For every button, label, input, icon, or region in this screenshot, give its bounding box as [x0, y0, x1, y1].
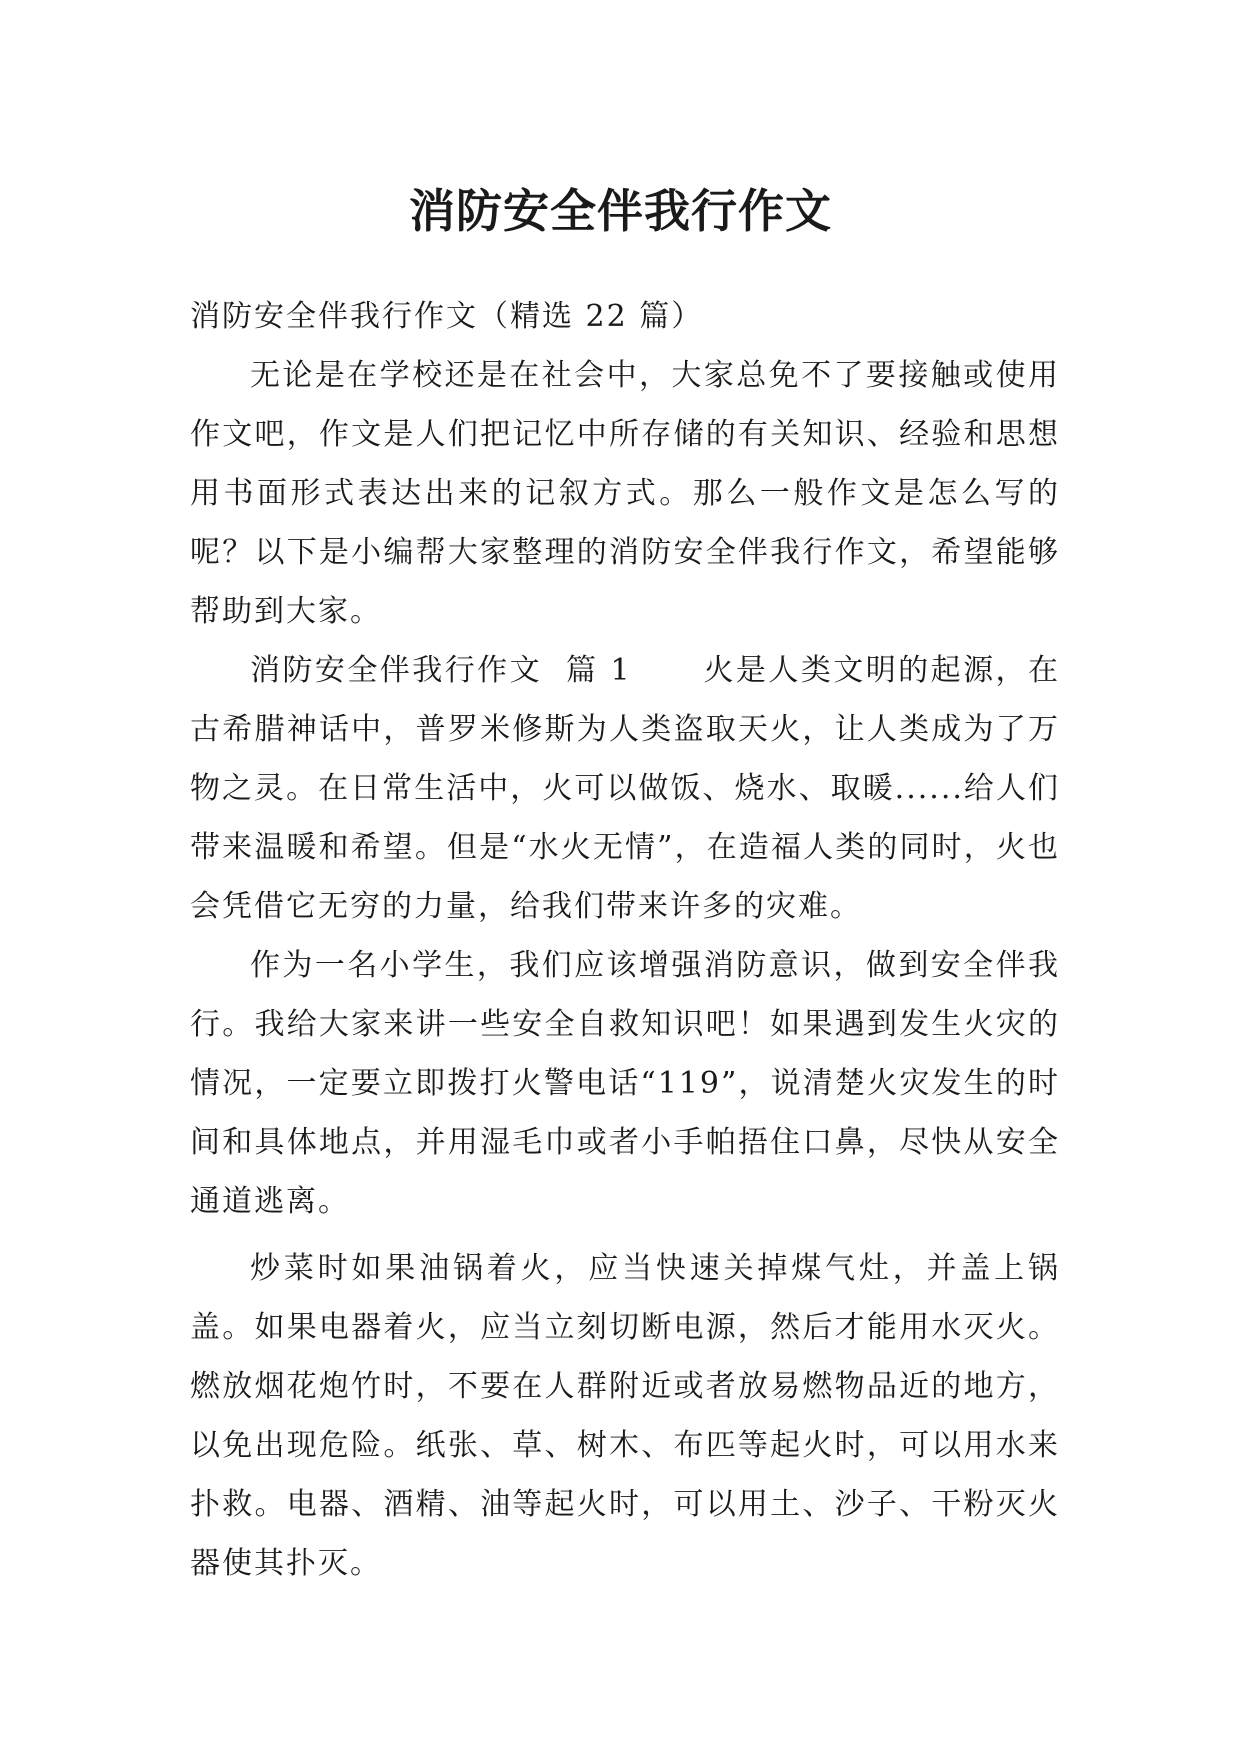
- document-subtitle: 消防安全伴我行作文（精选 22 篇）: [190, 299, 704, 334]
- paragraph-2: 作为一名小学生，我们应该增强消防意识，做到安全伴我行。我给大家来讲一些安全自救知识吧！如果遇到发生火灾的情况，一定要立即拨打火警电话“119”，说清楚火灾发生的时间和具体地点，并用湿毛巾或者小手帕捂住口鼻，尽快从安全通道逃离。: [190, 948, 1060, 1219]
- paragraph-1: 消防安全伴我行作文 篇 1 火是人类文明的起源，在古希腊神话中，普罗米修斯为人类盗取天火，让人类成为了万物之灵。在日常生活中，火可以做饭、烧水、取暖......给人们带来温暖和希望。但是“水火无情”，在造福人类的同时，火也会凭借它无穷的力量，给我们带来许多的灾难。: [190, 653, 1060, 924]
- document-title: 消防安全伴我行作文: [409, 183, 832, 238]
- paragraph-intro: 无论是在学校还是在社会中，大家总免不了要接触或使用作文吧，作文是人们把记忆中所存储的有关知识、经验和思想用书面形式表达出来的记叙方式。那么一般作文是怎么写的呢？以下是小编帮大家整理的消防安全伴我行作文，希望能够帮助到大家。: [190, 358, 1060, 629]
- document-body: [190, 287, 1060, 1593]
- paragraph-3: 炒菜时如果油锅着火，应当快速关掉煤气灶，并盖上锅盖。如果电器着火，应当立刻切断电源，然后才能用水灭火。燃放烟花炮竹时，不要在人群附近或者放易燃物品近的地方，以免出现危险。纸张、草、树木、布匹等起火时，可以用水来扑救。电器、酒精、油等起火时，可以用土、沙子、干粉灭火器使其扑灭。: [190, 1251, 1060, 1581]
